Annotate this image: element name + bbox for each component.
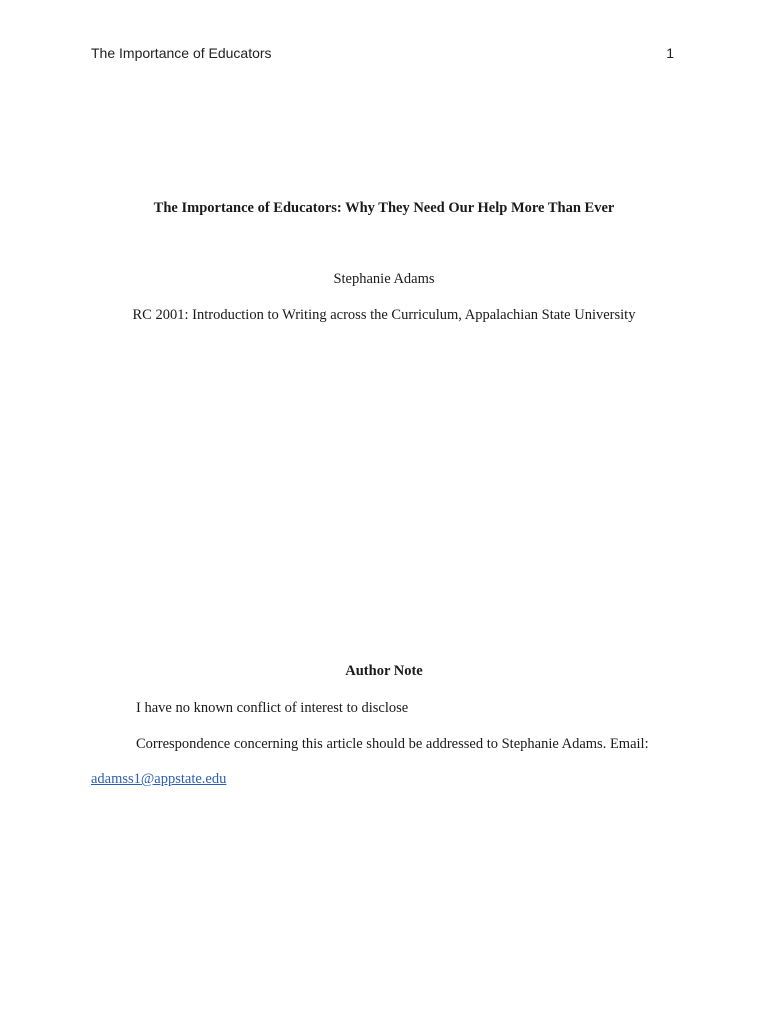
email-link[interactable]: adamss1@appstate.edu xyxy=(91,771,227,787)
running-head: The Importance of Educators xyxy=(91,45,272,61)
author-note-heading: Author Note xyxy=(345,663,423,679)
conflict-of-interest-statement: I have no known conflict of interest to disclose xyxy=(136,700,409,716)
correspondence-statement: Correspondence concerning this article should be addressed to Stephanie Adams. Email: xyxy=(136,736,649,752)
author-affiliation: RC 2001: Introduction to Writing across the Curriculum, Appalachian State University xyxy=(132,307,636,323)
paper-title: The Importance of Educators: Why They Need Our Help More Than Ever xyxy=(153,200,615,216)
page-number: 1 xyxy=(666,45,674,61)
author-name: Stephanie Adams xyxy=(333,271,435,287)
